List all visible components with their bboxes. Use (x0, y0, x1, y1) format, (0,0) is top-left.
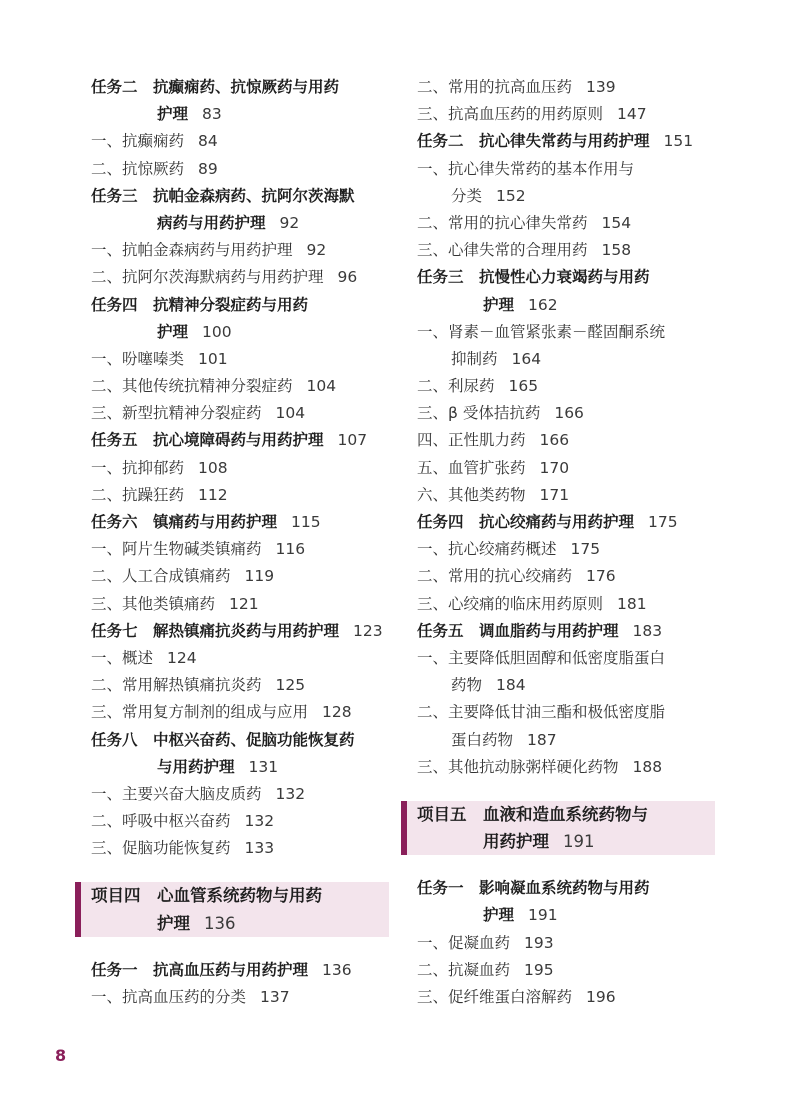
entry-page-number: 124 (167, 648, 197, 667)
toc-item-entry (417, 482, 717, 509)
entry-title: 六、其他类药物 (417, 485, 526, 504)
entry-title: 二、抗惊厥药 (91, 159, 185, 178)
toc-item-entry (417, 591, 717, 618)
entry-title: 任务四 抗精神分裂症药与用药 (91, 295, 309, 314)
entry-title: 二、其他传统抗精神分裂症药 (91, 377, 293, 396)
toc-item-entry (91, 400, 391, 427)
section-gap (417, 781, 717, 801)
toc-item-entry (417, 930, 717, 957)
entry-title: 三、促纤维蛋白溶解药 (417, 988, 573, 1006)
entry-title: 项目五 血液和造血系统药物与 (417, 804, 648, 824)
toc-task-entry (417, 509, 717, 536)
toc-item-entry (417, 984, 717, 1011)
entry-page-number: 181 (617, 594, 647, 613)
entry-title: 一、抗帕金森病药与用药护理 (91, 241, 293, 260)
entry-page-number: 176 (586, 567, 616, 586)
entry-title: 护理 (157, 322, 189, 341)
entry-page-number: 164 (511, 349, 542, 368)
toc-item-entry (91, 781, 391, 808)
toc-item-entry (417, 645, 717, 672)
entry-title: 任务二 抗癫痫药、抗惊厥药与用药 (91, 78, 340, 96)
toc-task-entry (91, 957, 391, 984)
toc-item-entry (417, 210, 717, 237)
entry-title: 一、抗抑郁药 (91, 458, 185, 477)
project-heading (401, 801, 715, 855)
toc-item-entry (91, 835, 391, 862)
entry-title: 一、肾素－血管紧张素－醛固酮系统 (417, 322, 666, 341)
entry-page-number: 104 (275, 404, 306, 423)
entry-page-number: 125 (275, 676, 306, 695)
toc-task-entry-continued (417, 902, 717, 929)
toc-item-entry (417, 536, 717, 563)
entry-title: 三、其他类镇痛药 (91, 594, 216, 613)
entry-page-number: 137 (260, 988, 290, 1006)
toc-task-entry (417, 264, 717, 291)
entry-page-number: 104 (306, 377, 337, 396)
entry-title: 任务六 镇痛药与用药护理 (91, 513, 278, 531)
entry-title: 五、血管扩张药 (417, 458, 526, 477)
entry-page-number: 162 (528, 295, 558, 314)
entry-title: 护理 (483, 906, 515, 925)
toc-item-entry-continued (417, 346, 717, 373)
entry-title: 二、常用解热镇痛抗炎药 (91, 676, 262, 695)
toc-column-left (91, 74, 391, 1011)
toc-item-entry (91, 373, 391, 400)
project-heading-line (91, 910, 389, 937)
entry-title: 一、主要兴奋大脑皮质药 (91, 784, 262, 803)
entry-page-number: 136 (204, 913, 236, 933)
toc-task-entry-continued (91, 210, 391, 237)
entry-page-number: 89 (198, 159, 218, 178)
toc-item-entry (91, 563, 391, 590)
entry-title: 项目四 心血管系统药物与用药 (91, 886, 322, 906)
entry-page-number: 100 (202, 322, 232, 341)
toc-task-entry-continued (91, 754, 391, 781)
toc-item-entry (91, 699, 391, 726)
toc-task-entry (91, 74, 391, 101)
entry-title: 三、抗高血压药的用药原则 (417, 105, 604, 124)
toc-item-entry (417, 74, 717, 101)
entry-page-number: 191 (563, 832, 595, 852)
section-gap (417, 855, 717, 875)
entry-title: 二、常用的抗心绞痛药 (417, 567, 573, 586)
entry-page-number: 151 (663, 132, 694, 151)
entry-page-number: 101 (198, 349, 228, 368)
toc-item-entry (417, 455, 717, 482)
entry-title: 任务五 抗心境障碍药与用药护理 (91, 431, 324, 450)
toc-task-entry (417, 618, 717, 645)
toc-task-entry (91, 292, 391, 319)
toc-task-entry-continued (417, 292, 717, 319)
project-heading-line (417, 801, 715, 828)
toc-item-entry-continued (417, 727, 717, 754)
entry-title: 抑制药 (451, 349, 498, 368)
entry-page-number: 166 (539, 431, 570, 450)
toc-task-entry (91, 183, 391, 210)
entry-page-number: 123 (353, 621, 383, 640)
entry-title: 分类 (451, 186, 483, 205)
entry-title: 四、正性肌力药 (417, 431, 526, 450)
toc-item-entry (91, 672, 391, 699)
project-heading (75, 882, 389, 936)
entry-title: 三、新型抗精神分裂症药 (91, 404, 262, 423)
entry-page-number: 92 (306, 241, 327, 260)
entry-page-number: 83 (202, 105, 222, 124)
entry-title: 护理 (157, 105, 189, 124)
toc-task-entry-continued (91, 319, 391, 346)
entry-page-number: 107 (337, 431, 368, 450)
toc-column-right (417, 74, 717, 1011)
toc-item-entry (91, 591, 391, 618)
entry-page-number: 116 (275, 540, 306, 559)
toc-item-entry (417, 754, 717, 781)
entry-title: 护理 (483, 295, 515, 314)
entry-title: 一、抗癫痫药 (91, 132, 185, 151)
entry-page-number: 84 (198, 132, 218, 151)
entry-title: 一、主要降低胆固醇和低密度脂蛋白 (417, 648, 666, 667)
toc-item-entry (417, 237, 717, 264)
toc-item-entry (417, 957, 717, 984)
entry-page-number: 170 (539, 458, 570, 477)
entry-title: 任务八 中枢兴奋药、促脑功能恢复药 (91, 730, 355, 749)
entry-title: 二、抗阿尔茨海默病药与用药护理 (91, 268, 324, 287)
entry-title: 任务二 抗心律失常药与用药护理 (417, 132, 650, 151)
entry-page-number: 139 (586, 78, 616, 96)
toc-task-entry-continued (91, 101, 391, 128)
entry-page-number: 108 (198, 458, 228, 477)
entry-page-number: 131 (248, 757, 279, 776)
entry-page-number: 128 (322, 703, 352, 722)
entry-page-number: 191 (528, 906, 558, 925)
entry-title: 一、吩噻嗪类 (91, 349, 185, 368)
entry-page-number: 147 (617, 105, 647, 124)
toc-item-entry (91, 346, 391, 373)
toc-item-entry (417, 427, 717, 454)
toc-item-entry (91, 455, 391, 482)
entry-title: 任务七 解热镇痛抗炎药与用药护理 (91, 621, 340, 640)
entry-title: 与用药护理 (157, 757, 235, 776)
entry-title: 任务三 抗帕金森病药、抗阿尔茨海默 (91, 186, 355, 205)
entry-page-number: 166 (554, 404, 584, 423)
entry-title: 二、常用的抗心律失常药 (417, 213, 588, 232)
toc-item-entry (91, 536, 391, 563)
toc-item-entry (91, 645, 391, 672)
toc-item-entry (417, 563, 717, 590)
toc-item-entry-continued (417, 672, 717, 699)
toc-item-entry-continued (417, 183, 717, 210)
entry-title: 二、人工合成镇痛药 (91, 567, 231, 586)
entry-page-number: 175 (648, 513, 678, 531)
toc-item-entry (91, 482, 391, 509)
toc-task-entry (417, 875, 717, 902)
entry-page-number: 96 (337, 268, 358, 287)
toc-item-entry (417, 101, 717, 128)
page-number: 8 (55, 1046, 67, 1065)
entry-title: 一、概述 (91, 648, 154, 667)
entry-page-number: 133 (244, 839, 275, 858)
toc-item-entry (91, 156, 391, 183)
entry-title: 三、其他抗动脉粥样硬化药物 (417, 757, 619, 776)
toc-item-entry (91, 128, 391, 155)
entry-page-number: 184 (496, 676, 526, 695)
entry-page-number: 175 (570, 540, 601, 559)
entry-title: 三、β 受体拮抗药 (417, 404, 541, 423)
toc-item-entry (91, 808, 391, 835)
entry-page-number: 165 (508, 377, 539, 396)
toc-item-entry (91, 264, 391, 291)
toc-task-entry (91, 727, 391, 754)
toc-item-entry (417, 373, 717, 400)
entry-page-number: 188 (632, 757, 663, 776)
entry-page-number: 92 (279, 213, 300, 232)
entry-title: 药物 (451, 676, 483, 695)
entry-page-number: 195 (524, 960, 554, 979)
toc-task-entry (91, 427, 391, 454)
toc-item-entry (91, 984, 391, 1011)
entry-title: 三、促脑功能恢复药 (91, 839, 231, 858)
entry-page-number: 187 (527, 730, 557, 749)
entry-page-number: 136 (322, 960, 352, 979)
entry-page-number: 171 (539, 485, 570, 504)
entry-page-number: 132 (244, 812, 275, 831)
entry-title: 二、常用的抗高血压药 (417, 78, 573, 96)
toc-item-entry (417, 699, 717, 726)
entry-title: 一、促凝血药 (417, 933, 511, 952)
entry-title: 三、心律失常的合理用药 (417, 241, 588, 260)
entry-title: 用药护理 (483, 832, 549, 852)
entry-page-number: 132 (275, 784, 306, 803)
entry-title: 任务四 抗心绞痛药与用药护理 (417, 513, 635, 531)
entry-title: 护理 (157, 913, 190, 933)
entry-title: 二、主要降低甘油三酯和极低密度脂 (417, 703, 666, 722)
entry-title: 一、抗高血压药的分类 (91, 988, 247, 1006)
entry-page-number: 121 (229, 594, 259, 613)
entry-title: 任务一 影响凝血系统药物与用药 (417, 879, 650, 898)
entry-page-number: 196 (586, 988, 616, 1006)
entry-page-number: 154 (601, 213, 632, 232)
entry-title: 蛋白药物 (451, 730, 514, 749)
toc-task-entry (91, 509, 391, 536)
entry-page-number: 193 (524, 933, 554, 952)
entry-title: 三、常用复方制剂的组成与应用 (91, 703, 309, 722)
section-gap (91, 937, 391, 957)
project-heading-line (91, 882, 389, 909)
entry-title: 二、抗凝血药 (417, 960, 511, 979)
entry-page-number: 152 (496, 186, 526, 205)
entry-title: 一、抗心律失常药的基本作用与 (417, 159, 635, 178)
toc-task-entry (91, 618, 391, 645)
toc-task-entry (417, 128, 717, 155)
entry-title: 二、利尿药 (417, 377, 495, 396)
toc-item-entry (417, 156, 717, 183)
entry-page-number: 183 (632, 621, 663, 640)
entry-page-number: 112 (198, 485, 228, 504)
entry-page-number: 119 (244, 567, 275, 586)
entry-title: 二、呼吸中枢兴奋药 (91, 812, 231, 831)
project-heading-line (417, 828, 715, 855)
entry-page-number: 158 (601, 241, 632, 260)
toc-item-entry (417, 400, 717, 427)
entry-page-number: 115 (291, 513, 321, 531)
entry-title: 任务一 抗高血压药与用药护理 (91, 960, 309, 979)
entry-title: 任务五 调血脂药与用药护理 (417, 621, 619, 640)
entry-title: 一、阿片生物碱类镇痛药 (91, 540, 262, 559)
toc-item-entry (91, 237, 391, 264)
entry-title: 任务三 抗慢性心力衰竭药与用药 (417, 268, 650, 287)
toc-item-entry (417, 319, 717, 346)
entry-title: 病药与用药护理 (157, 213, 266, 232)
entry-title: 二、抗躁狂药 (91, 485, 185, 504)
entry-title: 三、心绞痛的临床用药原则 (417, 594, 604, 613)
section-gap (91, 862, 391, 882)
entry-title: 一、抗心绞痛药概述 (417, 540, 557, 559)
